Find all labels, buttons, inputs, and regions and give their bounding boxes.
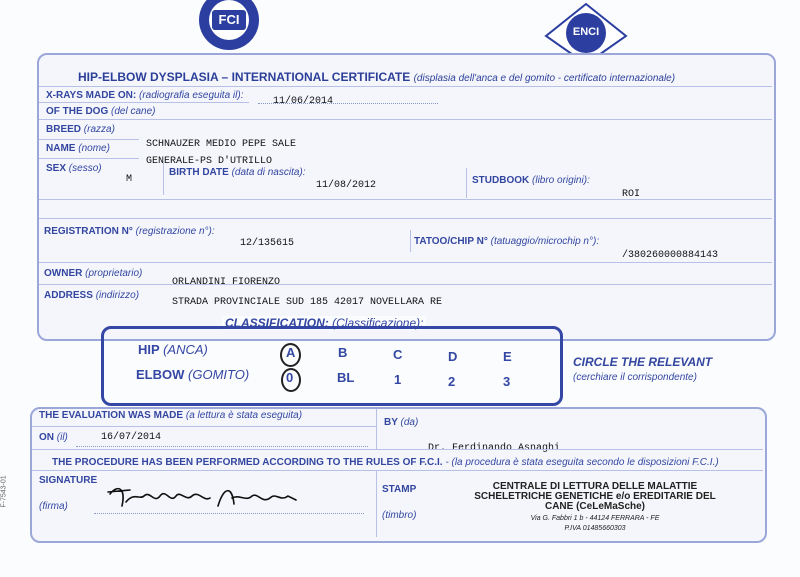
breed-label: BREED (razza) <box>46 124 115 135</box>
hip-grade: E <box>503 349 512 364</box>
chip-label: TATOO/CHIP N° (tatuaggio/microchip n°): <box>414 236 600 247</box>
sex-label: SEX (sesso) <box>46 163 102 174</box>
elbow-grade: 3 <box>503 374 511 389</box>
elbow-grade: 2 <box>448 374 456 389</box>
dog-label: OF THE DOG (del cane) <box>46 106 156 117</box>
name-value: GENERALE-PS D'UTRILLO <box>146 156 273 167</box>
owner-value: ORLANDINI FIORENZO <box>172 277 281 288</box>
fci-logo-text: FCI <box>218 12 240 27</box>
stamp-label: STAMP <box>382 484 417 495</box>
procedure-text: THE PROCEDURE HAS BEEN PERFORMED ACCORDING TO THE RULES OF F.C.I. - (la procedura è stata eseguita secondo le disposizioni F.C.I.) <box>52 457 719 468</box>
form-code: F-7543-01 <box>0 475 8 508</box>
classification-box <box>101 326 563 406</box>
certificate-title: HIP-ELBOW DYSPLASIA – INTERNATIONAL CERTIFICATE (displasia dell'anca e del gomito - certificato internazionale) <box>78 70 676 84</box>
sex-value: M <box>126 174 133 185</box>
enci-logo-text: ENCI <box>572 26 600 38</box>
elbow-grade: 0 <box>286 370 294 385</box>
elbow-grade: 1 <box>394 372 402 387</box>
stamp: CENTRALE DI LETTURA DELLE MALATTIE SCHELETRICHE GENETICHE e/o EREDITARIE DEL CANE (CeLeMaSche) Via G. Fabbri 1 b - 44124 FERRARA - FE P.IVA 01485660303 <box>474 481 716 532</box>
birth-label: BIRTH DATE (data di nascita): <box>169 167 306 178</box>
name-label: NAME (nome) <box>46 143 110 154</box>
hip-grade: B <box>338 345 348 360</box>
breed-value: SCHNAUZER MEDIO PEPE SALE <box>146 139 297 150</box>
evaluation-made-label: THE EVALUATION WAS MADE (a lettura è stata eseguita) <box>39 410 303 421</box>
studbook-label: STUDBOOK (libro origini): <box>472 175 590 186</box>
by-label: BY (da) <box>384 417 419 428</box>
registration-label: REGISTRATION N° (registrazione n°): <box>44 226 215 237</box>
xray-date: 11/06/2014 <box>273 96 334 107</box>
xray-label: X-RAYS MADE ON: (radiografia eseguita il): <box>46 90 244 101</box>
elbow-selection-circle <box>281 368 301 392</box>
hip-grade: C <box>393 347 403 362</box>
hip-selection-circle <box>280 343 301 367</box>
elbow-label: ELBOW (GOMITO) <box>136 367 250 382</box>
fci-logo <box>196 0 262 52</box>
evaluation-date: 16/07/2014 <box>101 432 162 443</box>
stamp-label-it: (timbro) <box>382 510 417 521</box>
chip-value: /380260000884143 <box>622 250 719 261</box>
hip-grade: D <box>448 349 458 364</box>
on-label: ON (il) <box>39 432 68 443</box>
evaluator-name: Dr. Ferdinando Asnaghi <box>428 443 561 454</box>
address-value: STRADA PROVINCIALE SUD 185 42017 NOVELLARA RE <box>172 297 443 308</box>
address-label: ADDRESS (indirizzo) <box>44 290 140 301</box>
signature-label-it: (firma) <box>39 501 68 512</box>
elbow-grade: BL <box>337 370 355 385</box>
birth-value: 11/08/2012 <box>316 180 377 191</box>
hip-grade: A <box>286 345 296 360</box>
circle-note: CIRCLE THE RELEVANT (cerchiare il corrispondente) <box>573 355 713 383</box>
hip-label: HIP (ANCA) <box>138 342 208 357</box>
owner-label: OWNER (proprietario) <box>44 268 143 279</box>
classification-title: CLASSIFICATION: (Classificazione): <box>222 316 426 330</box>
studbook-value: ROI <box>622 189 641 200</box>
signature-label: SIGNATURE <box>39 475 98 486</box>
registration-value: 12/135615 <box>240 238 295 249</box>
handwritten-signature <box>100 478 310 514</box>
